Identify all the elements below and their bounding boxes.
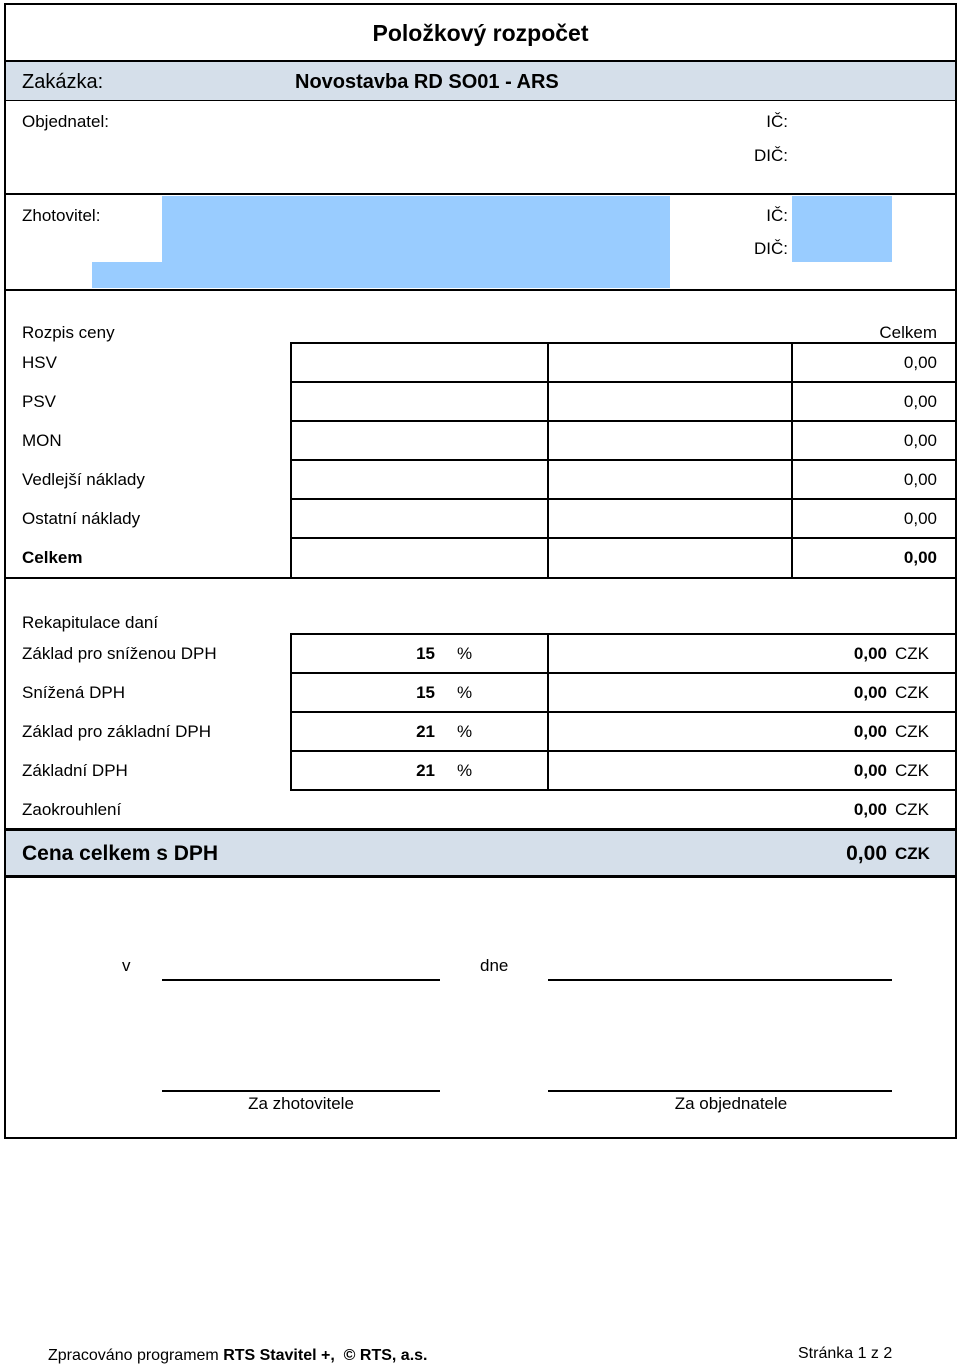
rekap-row-value: 0,00 — [853, 683, 887, 702]
contractor-signature-line[interactable] — [162, 1090, 440, 1092]
rozpis-header: Rozpis ceny — [22, 323, 115, 342]
zhotovitel-name-field[interactable] — [162, 196, 670, 262]
za-zhotovitele-label: Za zhotovitele — [248, 1094, 354, 1113]
rekap-row-label: Základ pro sníženou DPH — [22, 644, 217, 663]
rozpis-row-value: 0,00 — [903, 470, 937, 489]
date-label: dne — [480, 956, 509, 975]
date-line[interactable] — [548, 979, 892, 981]
rozpis-row-value: 0,00 — [903, 431, 937, 450]
zhotovitel-divider — [4, 289, 957, 291]
zakazka-label: Zakázka: — [22, 71, 104, 93]
rekap-row-rate: 21 — [416, 722, 435, 741]
rozpis-total-label: Celkem — [22, 548, 83, 567]
rozpis-row-label: MON — [22, 431, 62, 450]
rekapitulace-header: Rekapitulace daní — [22, 613, 159, 632]
rekap-row-rate: 15 — [416, 683, 435, 702]
zhotovitel-address-field[interactable] — [92, 262, 670, 288]
zaokrouhleni-label: Zaokrouhlení — [22, 800, 122, 819]
zaokrouhleni-value: 0,00 — [853, 800, 887, 819]
total-label: Cena celkem s DPH — [22, 842, 219, 865]
rekap-row-value: 0,00 — [853, 644, 887, 663]
zhotovitel-ic-field[interactable] — [792, 196, 892, 262]
place-line[interactable] — [162, 979, 440, 981]
rekap-row-value: 0,00 — [853, 722, 887, 741]
place-label: v — [122, 956, 131, 975]
rekap-row-label: Snížená DPH — [22, 683, 125, 702]
zakazka-divider — [4, 100, 957, 101]
objednatel-divider — [4, 193, 957, 195]
rekap-row-currency: CZK — [895, 644, 929, 663]
rozpis-row-value: 0,00 — [903, 353, 937, 372]
rozpis-total-value: 0,00 — [903, 548, 937, 567]
zaokrouhleni-currency: CZK — [895, 800, 929, 819]
za-objednatele-label: Za objednatele — [674, 1094, 788, 1113]
rekap-row-pct: % — [457, 683, 473, 702]
rozpis-row-label: HSV — [22, 353, 57, 372]
page-number: Stránka 1 z 2 — [798, 1345, 893, 1362]
rekap-row-value: 0,00 — [853, 761, 887, 780]
zhotovitel-dic-label: DIČ: — [754, 239, 788, 258]
rekap-row-rate: 21 — [416, 761, 435, 780]
rozpis-row-value: 0,00 — [903, 509, 937, 528]
rozpis-row-label: Vedlejší náklady — [22, 470, 145, 489]
footer-copyright: © RTS, a.s. — [343, 1347, 428, 1364]
rekap-row-label: Základ pro základní DPH — [22, 722, 211, 741]
rozpis-row-label: PSV — [22, 392, 57, 411]
rozpis-row-label: Ostatní náklady — [22, 509, 141, 528]
rekap-row-pct: % — [457, 722, 473, 741]
rekap-row-label: Základní DPH — [22, 761, 128, 780]
zakazka-value: Novostavba RD SO01 - ARS — [295, 71, 559, 93]
footer-prefix: Zpracováno programem — [48, 1347, 224, 1364]
page-title: Položkový rozpočet — [372, 20, 589, 46]
client-signature-line[interactable] — [548, 1090, 892, 1092]
objednatel-dic-label: DIČ: — [754, 146, 788, 165]
rekap-row-currency: CZK — [895, 722, 929, 741]
rekap-row-rate: 15 — [416, 644, 435, 663]
rozpis-total-header: Celkem — [879, 323, 937, 342]
objednatel-label: Objednatel: — [22, 112, 109, 131]
total-value: 0,00 — [846, 842, 887, 865]
rekap-row-currency: CZK — [895, 761, 929, 780]
zhotovitel-ic-label: IČ: — [766, 206, 788, 225]
footer-program: RTS Stavitel +, — [223, 1347, 335, 1364]
rozpis-row-value: 0,00 — [903, 392, 937, 411]
rekap-row-currency: CZK — [895, 683, 929, 702]
zhotovitel-label: Zhotovitel: — [22, 206, 101, 225]
rekap-row-pct: % — [457, 761, 473, 780]
objednatel-ic-label: IČ: — [766, 112, 788, 131]
footer-credit — [48, 1346, 427, 1366]
total-currency: CZK — [895, 844, 930, 863]
rekap-row-pct: % — [457, 644, 473, 663]
